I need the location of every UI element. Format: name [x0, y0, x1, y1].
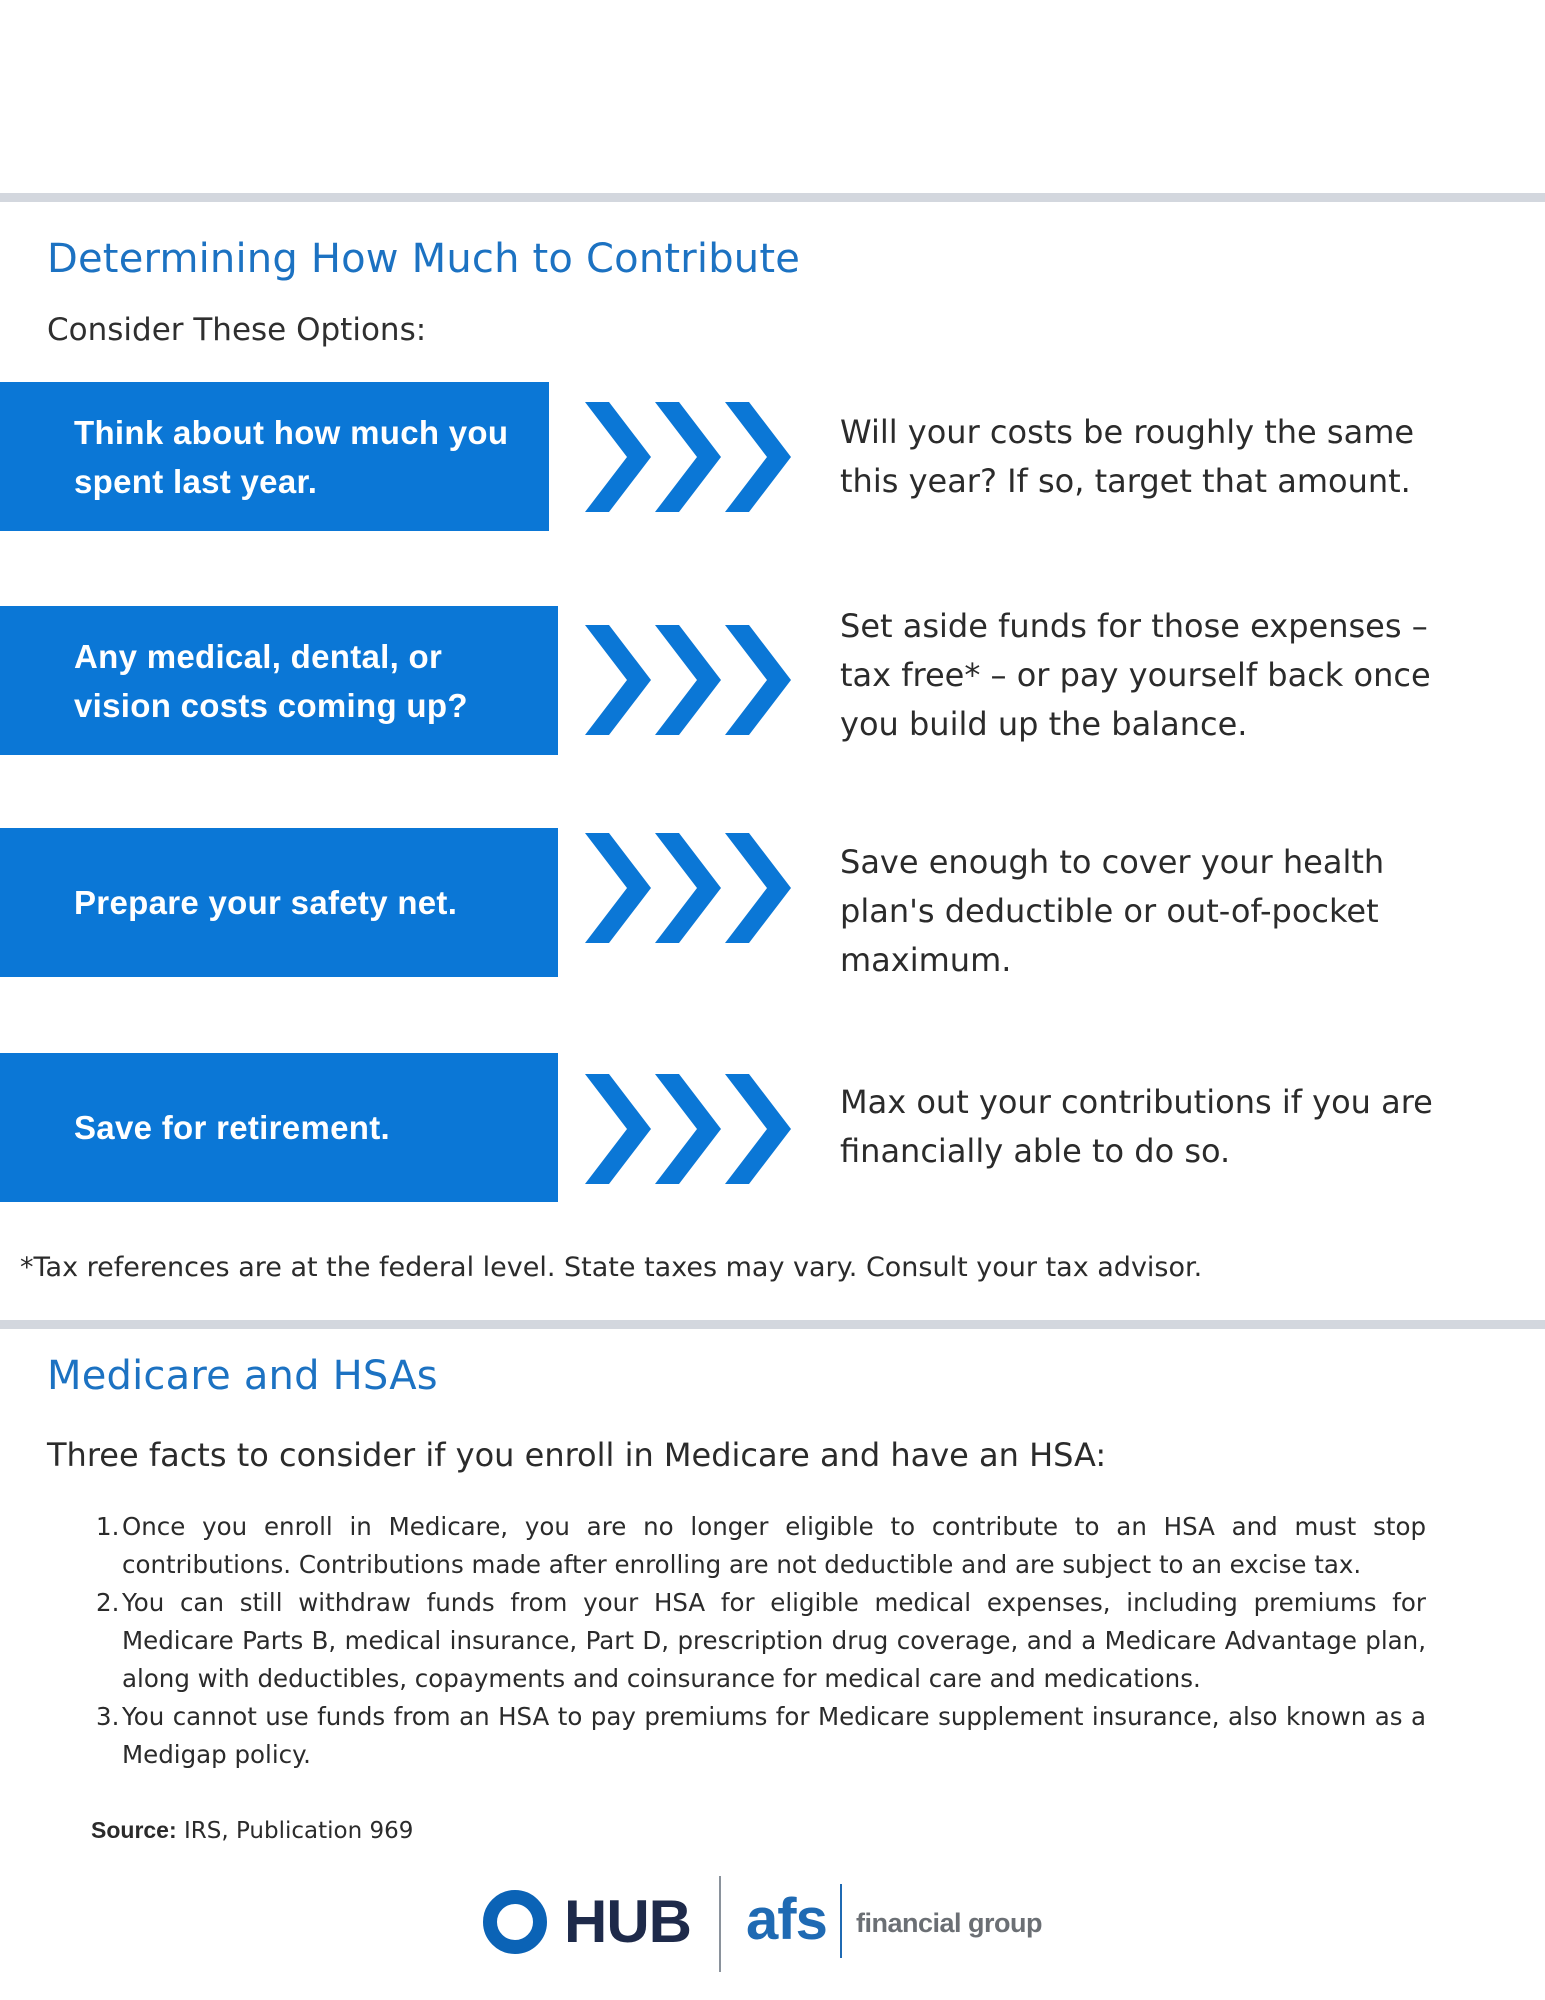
options-subtitle: Consider These Options: [47, 312, 427, 348]
option-label: Think about how much you spent last year. [74, 413, 509, 500]
afs-logo-divider [840, 1884, 842, 1958]
section-divider-middle [0, 1320, 1545, 1329]
source-text: IRS, Publication 969 [176, 1818, 414, 1844]
list-item-text: You cannot use funds from an HSA to pay premiums for Medicare supplement insurance, also known as a Medigap policy. [122, 1702, 1426, 1769]
list-item-text: Once you enroll in Medicare, you are no longer eligible to contribute to an HSA and must stop contributions. Contributions made after enrolling are not deductible and are subject to an excise tax. [122, 1512, 1426, 1579]
list-item [96, 1508, 1426, 1584]
list-item-number: 2. [96, 1588, 120, 1617]
option-label: Save for retirement. [74, 1109, 390, 1146]
chevrons-arrow-icon [585, 625, 791, 735]
option-description: Max out your contributions if you are financially able to do so. [840, 1083, 1433, 1170]
list-item [96, 1698, 1426, 1774]
list-item-number: 1. [96, 1512, 120, 1541]
option-description: Set aside funds for those expenses – tax free* – or pay yourself back once you build up the balance. [840, 607, 1431, 743]
medicare-intro: Three facts to consider if you enroll in Medicare and have an HSA: [47, 1436, 1107, 1474]
option-box-safety-net [0, 828, 558, 977]
option-description: Will your costs be roughly the same this year? If so, target that amount. [840, 413, 1415, 500]
option-box-retirement [0, 1053, 558, 1202]
list-item [96, 1584, 1426, 1698]
hub-logo-text: HUB [564, 1888, 691, 1955]
afs-logo-text: afs [746, 1887, 827, 1952]
medicare-facts-list [96, 1508, 1426, 1774]
chevrons-arrow-icon [585, 402, 791, 512]
source-label: Source: [91, 1817, 177, 1843]
source-citation [91, 1817, 413, 1844]
list-item-number: 3. [96, 1702, 120, 1731]
tax-footnote: *Tax references are at the federal level. State taxes may vary. Consult your tax advisor. [20, 1252, 1203, 1283]
logo-divider [719, 1876, 721, 1972]
list-item-text: You can still withdraw funds from your HSA for eligible medical expenses, including premiums for Medicare Parts B, medical insurance, Part D, prescription drug coverage, and a Medicare Advantage plan, along with deductibles, copayments and coinsurance for medical care and medications. [122, 1588, 1426, 1693]
hub-ring-logo-icon [483, 1890, 547, 1954]
financial-group-text: financial group [856, 1908, 1043, 1938]
option-box-upcoming-costs [0, 606, 558, 755]
option-label: Prepare your safety net. [74, 884, 458, 921]
chevrons-arrow-icon [585, 833, 791, 943]
option-box-last-year [0, 382, 549, 531]
option-label: Any medical, dental, or vision costs coming up? [74, 637, 468, 724]
option-description: Save enough to cover your health plan's deductible or out-of-pocket maximum. [840, 843, 1385, 979]
section-title-contribute: Determining How Much to Contribute [47, 236, 801, 282]
chevrons-arrow-icon [585, 1074, 791, 1184]
section-title-medicare: Medicare and HSAs [47, 1353, 438, 1399]
section-divider-top [0, 193, 1545, 202]
